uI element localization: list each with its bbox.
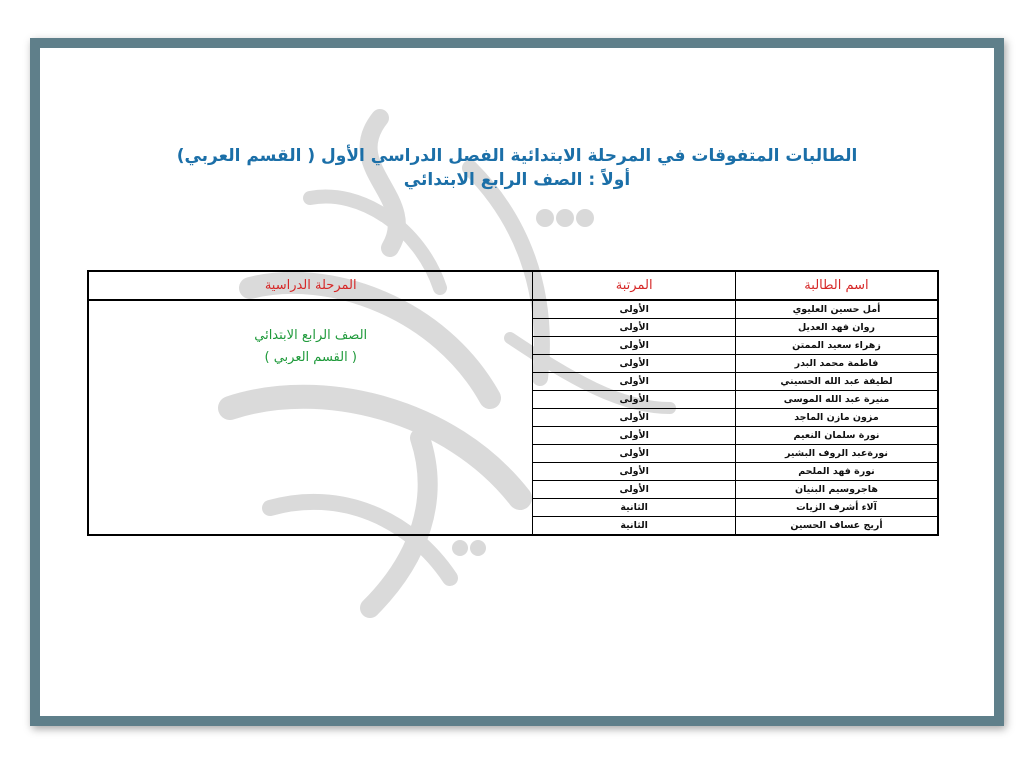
table-row: [88, 300, 938, 319]
honor-roll-table: [87, 270, 939, 536]
student-rank: الأولى: [533, 481, 736, 499]
student-rank: الثانية: [533, 517, 736, 536]
student-name: نورة فهد الملحم: [735, 463, 938, 481]
student-name: أمل حسين العليوي: [735, 300, 938, 319]
student-name: أريج عساف الحسين: [735, 517, 938, 536]
student-name: هاجروسيم البنيان: [735, 481, 938, 499]
student-rank: الأولى: [533, 355, 736, 373]
header-stage: المرحلة الدراسية: [88, 271, 533, 300]
page-subtitle: أولاً : الصف الرابع الابتدائي: [403, 170, 631, 190]
student-rank: الأولى: [533, 300, 736, 319]
student-rank: الأولى: [533, 427, 736, 445]
student-rank: الأولى: [533, 463, 736, 481]
student-rank: الأولى: [533, 445, 736, 463]
header-student-name: اسم الطالبة: [735, 271, 938, 300]
student-rank: الثانية: [533, 499, 736, 517]
student-rank: الأولى: [533, 337, 736, 355]
student-name: مزون مازن الماجد: [735, 409, 938, 427]
header-rank: المرتبة: [533, 271, 736, 300]
stage-grade: الصف الرابع الابتدائي: [254, 328, 368, 343]
student-rank: الأولى: [533, 319, 736, 337]
student-rank: الأولى: [533, 409, 736, 427]
student-rank: الأولى: [533, 373, 736, 391]
stage-section: ( القسم العربي ): [264, 350, 357, 365]
student-name: فاطمة محمد البدر: [735, 355, 938, 373]
student-name: زهراء سعيد الممتن: [735, 337, 938, 355]
title-block: [40, 144, 994, 192]
student-name: نورةعبد الروف البشير: [735, 445, 938, 463]
page-title: الطالبات المتفوقات في المرحلة الابتدائية الفصل الدراسي الأول ( القسم العربي): [176, 146, 858, 166]
student-name: نورة سلمان النعيم: [735, 427, 938, 445]
student-name: روان فهد العديل: [735, 319, 938, 337]
stage-cell: [88, 300, 533, 535]
table-header-row: [88, 271, 938, 300]
student-name: لطيفة عبد الله الحسيني: [735, 373, 938, 391]
student-name: منيرة عبد الله الموسى: [735, 391, 938, 409]
student-rank: الأولى: [533, 391, 736, 409]
slide: [40, 48, 994, 716]
student-name: آلاء أشرف الزيات: [735, 499, 938, 517]
